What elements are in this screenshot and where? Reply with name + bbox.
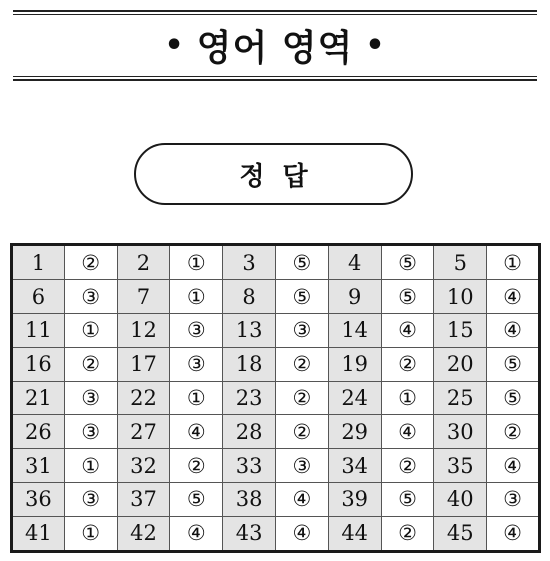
answer-choice: ⑤	[275, 280, 328, 314]
question-number: 16	[12, 347, 65, 381]
top-rule-thick	[13, 10, 537, 12]
question-number: 7	[117, 280, 170, 314]
top-rule-thin	[13, 14, 537, 15]
question-number: 37	[117, 482, 170, 516]
title-bullet-left: •	[164, 27, 185, 63]
answer-choice: ③	[275, 313, 328, 347]
question-number: 24	[328, 381, 381, 415]
table-row	[12, 482, 540, 516]
answer-choice: ②	[487, 415, 540, 449]
answer-choice: ④	[381, 415, 434, 449]
question-number: 12	[117, 313, 170, 347]
answer-choice: ②	[381, 516, 434, 551]
page-title	[13, 16, 537, 74]
answer-choice: ①	[64, 516, 117, 551]
question-number: 9	[328, 280, 381, 314]
answer-table	[10, 243, 541, 553]
answer-choice: ⑤	[487, 381, 540, 415]
answer-choice: ③	[170, 347, 223, 381]
answer-choice: ③	[64, 482, 117, 516]
question-number: 3	[223, 245, 276, 280]
table-row	[12, 516, 540, 551]
bottom-rule-thin	[13, 76, 537, 77]
title-bullet-right: •	[365, 27, 386, 63]
answer-choice: ②	[64, 245, 117, 280]
question-number: 10	[434, 280, 487, 314]
answer-choice: ①	[381, 381, 434, 415]
answer-choice: ④	[487, 313, 540, 347]
question-number: 26	[12, 415, 65, 449]
answer-choice: ④	[487, 280, 540, 314]
answer-choice: ④	[487, 516, 540, 551]
answer-choice: ①	[64, 313, 117, 347]
question-number: 35	[434, 449, 487, 483]
answer-choice: ②	[381, 449, 434, 483]
question-number: 40	[434, 482, 487, 516]
answer-choice: ②	[275, 415, 328, 449]
question-number: 44	[328, 516, 381, 551]
question-number: 15	[434, 313, 487, 347]
answer-choice: ①	[170, 245, 223, 280]
answer-choice: ③	[170, 313, 223, 347]
table-row	[12, 449, 540, 483]
question-number: 43	[223, 516, 276, 551]
question-number: 13	[223, 313, 276, 347]
answer-choice: ⑤	[381, 280, 434, 314]
answer-choice: ④	[275, 516, 328, 551]
answer-choice: ④	[275, 482, 328, 516]
question-number: 27	[117, 415, 170, 449]
question-number: 6	[12, 280, 65, 314]
answer-choice: ③	[64, 280, 117, 314]
question-number: 33	[223, 449, 276, 483]
answer-choice: ②	[275, 381, 328, 415]
answer-choice: ⑤	[275, 245, 328, 280]
question-number: 29	[328, 415, 381, 449]
answer-choice: ①	[487, 245, 540, 280]
bottom-rule-thick	[13, 79, 537, 81]
table-row	[12, 245, 540, 280]
answer-choice: ②	[170, 449, 223, 483]
title-text: 영어 영역	[196, 27, 354, 69]
question-number: 2	[117, 245, 170, 280]
question-number: 31	[12, 449, 65, 483]
question-number: 39	[328, 482, 381, 516]
table-row	[12, 313, 540, 347]
question-number: 18	[223, 347, 276, 381]
answer-choice: ⑤	[381, 482, 434, 516]
table-row	[12, 381, 540, 415]
answer-choice: ①	[64, 449, 117, 483]
question-number: 1	[12, 245, 65, 280]
answer-choice: ⑤	[381, 245, 434, 280]
question-number: 5	[434, 245, 487, 280]
answer-choice: ④	[487, 449, 540, 483]
question-number: 14	[328, 313, 381, 347]
answer-choice: ③	[64, 415, 117, 449]
answer-choice: ④	[170, 415, 223, 449]
table-row	[12, 280, 540, 314]
question-number: 19	[328, 347, 381, 381]
answer-choice: ②	[64, 347, 117, 381]
answer-choice: ①	[170, 381, 223, 415]
question-number: 25	[434, 381, 487, 415]
question-number: 30	[434, 415, 487, 449]
question-number: 21	[12, 381, 65, 415]
answer-choice: ④	[170, 516, 223, 551]
answer-choice: ③	[64, 381, 117, 415]
question-number: 36	[12, 482, 65, 516]
question-number: 32	[117, 449, 170, 483]
answer-choice: ③	[275, 449, 328, 483]
question-number: 23	[223, 381, 276, 415]
answer-choice: ①	[170, 280, 223, 314]
question-number: 34	[328, 449, 381, 483]
answer-choice: ⑤	[487, 347, 540, 381]
question-number: 41	[12, 516, 65, 551]
question-number: 8	[223, 280, 276, 314]
question-number: 17	[117, 347, 170, 381]
answer-choice: ④	[381, 313, 434, 347]
answer-choice: ②	[381, 347, 434, 381]
answer-choice: ⑤	[170, 482, 223, 516]
question-number: 45	[434, 516, 487, 551]
question-number: 4	[328, 245, 381, 280]
answer-choice: ③	[487, 482, 540, 516]
question-number: 11	[12, 313, 65, 347]
question-number: 38	[223, 482, 276, 516]
table-row	[12, 347, 540, 381]
answer-choice: ②	[275, 347, 328, 381]
question-number: 28	[223, 415, 276, 449]
question-number: 22	[117, 381, 170, 415]
question-number: 42	[117, 516, 170, 551]
table-row	[12, 415, 540, 449]
question-number: 20	[434, 347, 487, 381]
answer-key-badge: 정답	[134, 143, 413, 205]
